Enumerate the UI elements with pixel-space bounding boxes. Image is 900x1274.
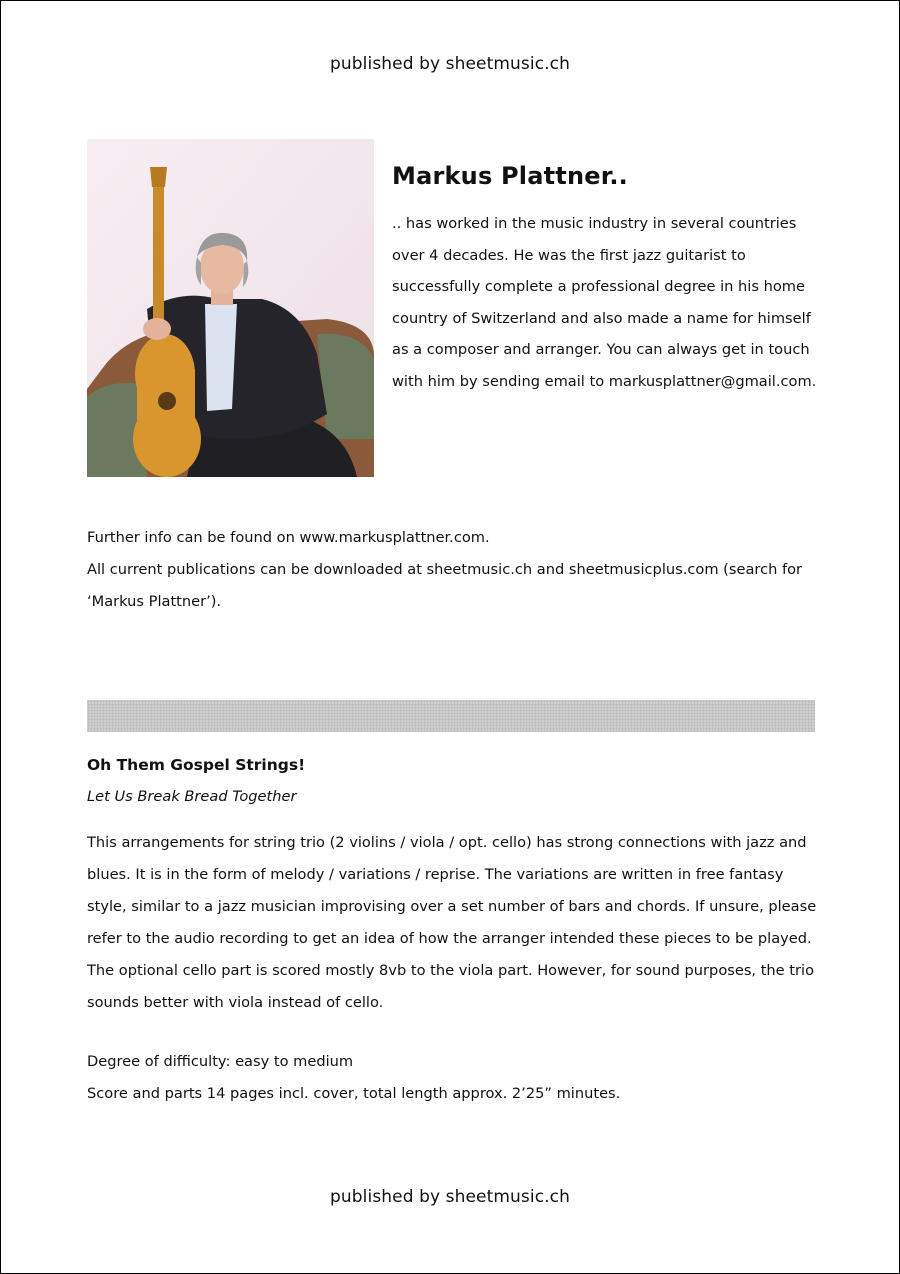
difficulty-line: Degree of difficulty: easy to medium (87, 1053, 354, 1070)
further-info-website: Further info can be found on www.markusplattner.com. (87, 529, 490, 546)
bio-text: .. has worked in the music industry in several countries over 4 decades. He was the first jazz guitarist to successfully complete a professional degree in his home country of Switzerland and also made a name for himself as a composer and arranger. You can always get in touch with him by sending email to markusplattner@gmail.com. (392, 215, 817, 390)
further-info-publications: All current publications can be downloaded at sheetmusic.ch and sheetmusicplus.com (search for ‘Markus Plattner’). (87, 561, 803, 610)
piece-title: Oh Them Gospel Strings! (87, 756, 306, 774)
header-publisher: published by sheetmusic.ch (330, 54, 570, 74)
bio-heading: Markus Plattner.. (392, 162, 628, 190)
portrait-photo-icon (87, 139, 374, 477)
section-divider (87, 700, 815, 732)
further-info (87, 522, 817, 618)
author-photo (87, 139, 374, 477)
piece-description: This arrangements for string trio (2 violins / viola / opt. cello) has strong connections with jazz and blues. It is in the form of melody / variations / reprise. The variations are written in free fantasy style, similar to a jazz musician improvising over a set number of bars and chords. If unsure, please refer to the audio recording to get an idea of how the arranger intended these pieces to be played. The optional cello part is scored mostly 8vb to the viola part. However, for sound purposes, the trio sounds better with viola instead of cello. (87, 834, 817, 1011)
piece-details (87, 1046, 817, 1110)
footer-publisher: published by sheetmusic.ch (330, 1187, 570, 1207)
length-line: Score and parts 14 pages incl. cover, total length approx. 2’25” minutes. (87, 1085, 621, 1102)
piece-subtitle: Let Us Break Bread Together (87, 788, 297, 805)
